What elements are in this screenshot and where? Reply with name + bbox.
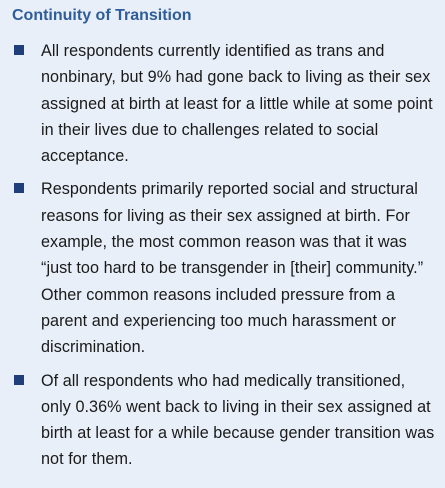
bullet-text: Of all respondents who had medically transitioned, only 0.36% went back to living in their sex assigned at birth at least for a while because gender transition was not for them. bbox=[41, 371, 435, 469]
square-bullet-icon bbox=[14, 375, 24, 385]
bullet-text: All respondents currently identified as trans and nonbinary, but 9% had gone back to living as their sex assigned at birth at least for a little while at some point in their lives due to challenges related to social acceptance. bbox=[41, 42, 433, 166]
section-heading: Continuity of Transition bbox=[12, 7, 192, 24]
list-item bbox=[12, 38, 435, 169]
list-item bbox=[12, 368, 435, 473]
list-item bbox=[12, 176, 435, 360]
square-bullet-icon bbox=[14, 183, 24, 193]
square-bullet-icon bbox=[14, 45, 24, 55]
bullet-text: Respondents primarily reported social and structural reasons for living as their sex assigned at birth. For example, the most common reason was that it was “just too hard to be transgender in [their] community.” Other common reasons included pressure from a parent and experiencing too much harassment or discrimination. bbox=[41, 180, 424, 357]
bullet-list bbox=[12, 38, 435, 473]
